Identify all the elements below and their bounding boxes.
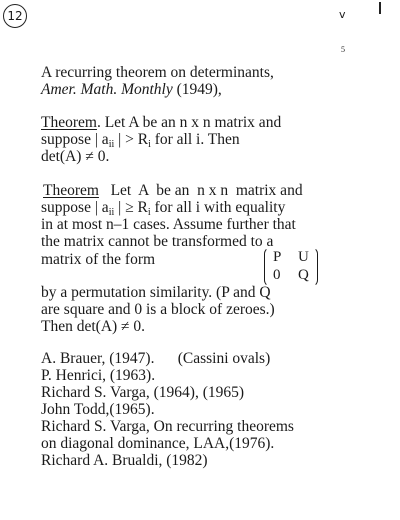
theorem2-line-3: in at most n–1 cases. Assume further that: [41, 216, 296, 233]
theorem1-text-2c: for all i. Then: [150, 131, 240, 148]
theorem2-line-5: matrix of the form: [41, 251, 156, 268]
right-parenthesis: [311, 247, 318, 287]
intro-line-2: [41, 81, 222, 99]
matrix-cell-p: P: [273, 249, 282, 265]
theorem1-heading: Theorem: [41, 114, 97, 131]
theorem2-subscript-ii: ii: [108, 207, 115, 218]
matrix-cell-zero: 0: [273, 267, 281, 283]
intro-year: (1949),: [176, 81, 222, 98]
matrix-cell-u: U: [298, 249, 309, 265]
theorem1-line-1: [41, 114, 281, 132]
theorem2-line-8: Then det(A) ≠ 0.: [41, 318, 146, 335]
reference-item: Richard S. Varga, (1964), (1965): [41, 384, 245, 401]
theorem2-line-2: [41, 199, 285, 217]
theorem2-text-1: Let A be an n x n matrix and: [98, 182, 303, 199]
theorem2-text-2a: suppose | a: [41, 199, 109, 216]
theorem1-line-3: det(A) ≠ 0.: [41, 148, 110, 165]
theorem1-subscript-i: i: [148, 139, 151, 150]
theorem1-text-2a: suppose | a: [41, 131, 109, 148]
theorem1-text-2b: | > R: [114, 131, 149, 148]
reference-item: P. Henrici, (1963).: [41, 367, 156, 384]
theorem2-line-7: are square and 0 is a block of zeroes.): [41, 301, 275, 318]
journal-name: Amer. Math. Monthly: [41, 81, 173, 98]
tick-mark-icon: [379, 2, 381, 14]
theorem2-text-2b: | ≥ R: [114, 199, 148, 216]
reference-item: Richard A. Brualdi, (1982): [41, 452, 208, 469]
page-number: 5: [341, 45, 345, 54]
block-matrix: [264, 247, 318, 285]
theorem2-heading: Theorem: [43, 182, 99, 199]
theorem1-subscript-ii: ii: [108, 139, 115, 150]
theorem1-line-2: [41, 131, 240, 149]
theorem2-line-4: the matrix cannot be transformed to a: [41, 233, 274, 250]
theorem2-text-2c: for all i with equality: [150, 199, 286, 216]
left-parenthesis: [264, 247, 271, 287]
theorem2-line-6: by a permutation similarity. (P and Q: [41, 284, 271, 301]
theorem2-line-1: [43, 182, 303, 200]
intro-line-1: A recurring theorem on determinants,: [41, 64, 274, 81]
reference-item: on diagonal dominance, LAA,(1976).: [41, 435, 275, 452]
reference-item: John Todd,(1965).: [41, 401, 155, 418]
reference-item: A. Brauer, (1947). (Cassini ovals): [41, 350, 271, 367]
check-mark-icon: v: [339, 8, 346, 21]
theorem2-subscript-i: i: [147, 207, 151, 218]
circled-page-number: 12: [3, 4, 27, 28]
theorem1-text-1: . Let A be an n x n matrix and: [96, 114, 282, 131]
reference-item: Richard S. Varga, On recurring theorems: [41, 418, 294, 435]
matrix-cell-q: Q: [298, 267, 309, 283]
